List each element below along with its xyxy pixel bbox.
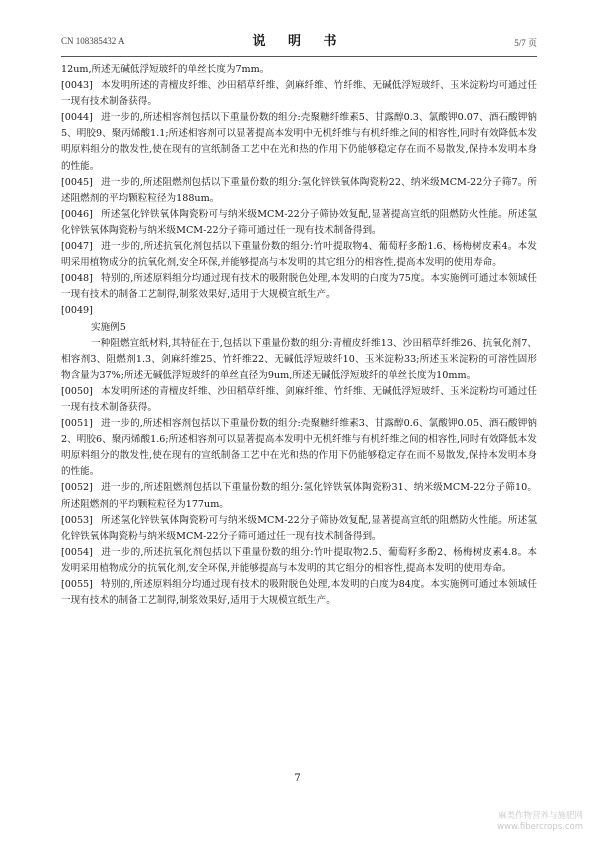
paragraph-text: 进一步的,所述阻燃剂包括以下重量份数的组分:氢化锌铁氧体陶瓷粉22、纳米级MCM-22分子筛7。所述阻燃剂的平均颗粒粒径为188um。 xyxy=(61,176,537,204)
paragraph-text: 所述氢化锌铁氧体陶瓷粉可与纳米级MCM-22分子筛协效复配,显著提高宣纸的阻燃防火性能。所述氢化锌铁氧体陶瓷粉与纳米级MCM-22分子筛可通过任一现有技术制备得到。 xyxy=(61,208,537,236)
paragraph-text: 进一步的,所述抗氧化剂包括以下重量份数的组分:竹叶提取物2.5、葡萄籽多酚2、杨梅树皮素4.8。本发明采用植物成分的抗氧化剂,安全环保,并能够提高与本发明的其它组分的相容性,提高本发明的使用寿命。 xyxy=(61,546,537,574)
paragraph-number: [0049] xyxy=(61,305,93,317)
example-intro: 一种阻燃宣纸材料,其特征在于,包括以下重量份数的组分:青檀皮纤维13、沙田稻草纤维26、抗氧化剂7、相容剂3、阻燃剂1.3、剑麻纤维25、竹纤维22、无碱低浮短玻纤10、玉米淀粉33;所述玉米淀粉的可溶性固形物含量为37%;所述无碱低浮短玻纤的单丝直径为9um,所述无碱低浮短玻纤的单丝长度为10mm。 xyxy=(61,337,537,381)
paragraph-number: [0050] xyxy=(61,385,93,397)
paragraph-0052 xyxy=(61,480,537,512)
document-number: CN 108385432 A xyxy=(61,36,125,46)
paragraph-continuation xyxy=(61,62,537,78)
watermark-url: www.fibercrops.com xyxy=(497,822,583,832)
watermark-site-name: 麻类作物营养与施肥网 xyxy=(497,811,583,821)
paragraph-text: 进一步的,所述抗氧化剂包括以下重量份数的组分:竹叶提取物4、葡萄籽多酚1.6、杨梅树皮素4。本发明采用植物成分的抗氧化剂,安全环保,并能够提高与本发明的其它组分的相容性,提高本发明的使用寿命。 xyxy=(61,241,537,269)
paragraph-text: 本发明所述的青檀皮纤维、沙田稻草纤维、剑麻纤维、竹纤维、无碱低浮短玻纤、玉米淀粉均可通过任一现有技术制备获得。 xyxy=(61,80,537,108)
paragraph-0046 xyxy=(61,207,537,239)
paragraph-text: 进一步的,所述相容剂包括以下重量份数的组分:壳聚糖纤维素5、甘露醇0.3、氯酸钾0.07、酒石酸钾钠5、明胶9、聚丙烯酸1.1;所述相容剂可以显著提高本发明中无机纤维与有机纤维之间的相容性,同时有效降低本发明原料组分的散发性,使在现有的宣纸制备工艺中在光和热的作用下仍能够稳定存在而不易散发,保持本发明本身的性能。 xyxy=(61,112,537,172)
paragraph-number: [0046] xyxy=(61,208,93,220)
page-indicator: 5/7 页 xyxy=(514,38,537,48)
paragraph-number: [0055] xyxy=(61,579,93,590)
paragraph-0049 xyxy=(61,303,537,319)
paragraph-text: 进一步的,所述阻燃剂包括以下重量份数的组分:氢化锌铁氧体陶瓷粉31、纳米级MCM-22分子筛10。所述阻燃剂的平均颗粒粒径为177um。 xyxy=(61,482,537,510)
paragraph-text: 特别的,所述原料组分均通过现有技术的吸附脱色处理,本发明的白度为75度。本实施例可通过本领域任一现有技术的制备工艺制得,制浆效果好,适用于大规模宣纸生产。 xyxy=(61,273,537,301)
page-header xyxy=(61,30,537,52)
paragraph-0047 xyxy=(61,239,537,271)
paragraph-0050 xyxy=(61,384,537,416)
paragraph-0053 xyxy=(61,513,537,545)
paragraph-text: 12um,所述无碱低浮短玻纤的单丝长度为7mm。 xyxy=(61,64,270,75)
document-title: 说 明 书 xyxy=(252,34,346,49)
paragraph-text: 所述氢化锌铁氧体陶瓷粉可与纳米级MCM-22分子筛协效复配,显著提高宣纸的阻燃防火性能。所述氢化锌铁氧体陶瓷粉与纳米级MCM-22分子筛可通过任一现有技术制备得到。 xyxy=(61,514,537,542)
paragraph-number: [0052] xyxy=(61,482,93,494)
paragraph-0048 xyxy=(61,271,537,303)
site-watermark xyxy=(497,811,583,833)
paragraph-number: [0053] xyxy=(61,514,93,526)
paragraph-0054 xyxy=(61,545,537,577)
paragraph-number: [0051] xyxy=(61,418,93,430)
example-heading: 实施例5 xyxy=(91,321,126,333)
paragraph-number: [0048] xyxy=(61,273,93,285)
paragraph-0043 xyxy=(61,78,537,110)
header-divider xyxy=(61,56,537,57)
paragraph-text: 特别的,所述原料组分均通过现有技术的吸附脱色处理,本发明的白度为84度。本实施例可通过本领域任一现有技术的制备工艺制得,制浆效果好,适用于大规模宣纸生产。 xyxy=(61,579,537,607)
paragraph-0045 xyxy=(61,175,537,207)
page-number: 7 xyxy=(294,773,301,784)
paragraph-text: 进一步的,所述相容剂包括以下重量份数的组分:壳聚糖纤维素3、甘露醇0.6、氯酸钾0.05、酒石酸钾钠2、明胶6、聚丙烯酸1.6;所述相容剂可以显著提高本发明中无机纤维与有机纤维之间的相容性,同时有效降低本发明原料组分的散发性,使在现有的宣纸制备工艺中在光和热的作用下仍能够稳定存在而不易散发,保持本发明本身的性能。 xyxy=(61,418,537,478)
paragraph-0044 xyxy=(61,110,537,174)
paragraph-number: [0054] xyxy=(61,546,93,558)
paragraph-number: [0047] xyxy=(61,241,93,253)
paragraph-0055 xyxy=(61,577,537,609)
paragraph-number: [0044] xyxy=(61,112,93,124)
document-body xyxy=(61,62,537,609)
paragraph-text: 本发明所述的青檀皮纤维、沙田稻草纤维、剑麻纤维、竹纤维、无碱低浮短玻纤、玉米淀粉均可通过任一现有技术制备获得。 xyxy=(61,385,537,413)
paragraph-number: [0045] xyxy=(61,176,93,188)
paragraph-number: [0043] xyxy=(61,80,93,92)
paragraph-0051 xyxy=(61,416,537,480)
